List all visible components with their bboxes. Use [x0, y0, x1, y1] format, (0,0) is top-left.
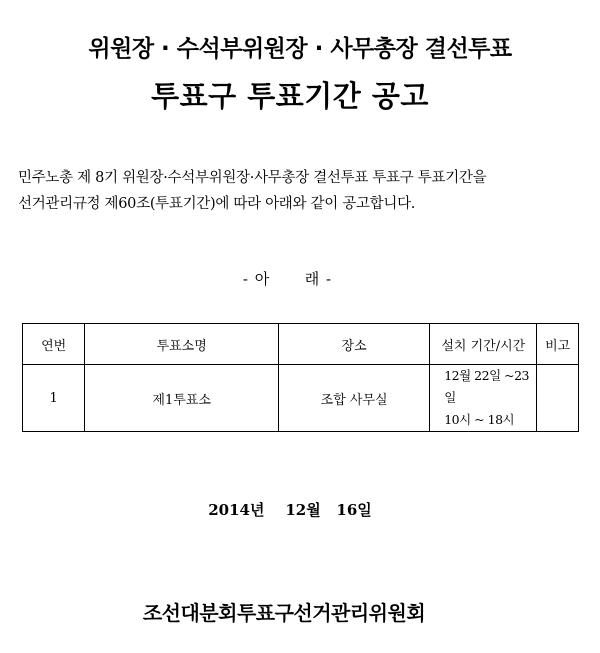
header-serial-number: 연번: [23, 324, 85, 365]
cell-remarks: [537, 365, 579, 432]
committee-signature: 조선대분회투표구선거관리위원회: [142, 601, 426, 625]
header-remarks: 비고: [537, 324, 579, 365]
header-period-time: 설치 기간/시간: [430, 324, 537, 365]
cell-location: 조합 사무실: [279, 365, 430, 432]
table-header-row: [23, 324, 579, 365]
ara-heading: - 아 래 -: [242, 270, 333, 288]
notice-date: 2014년 12월 16일: [208, 501, 372, 519]
notice-title-line1: 위원장 · 수석부위원장 · 사무총장 결선투표: [88, 36, 512, 62]
notice-body-line1: 민주노총 제 8기 위원장·수석부위원장·사무총장 결선투표 투표구 투표기간을: [18, 170, 487, 186]
notice-body-line2: 선거관리규정 제60조(투표기간)에 따라 아래와 같이 공고합니다.: [18, 196, 416, 212]
header-polling-station-name: 투표소명: [85, 324, 279, 365]
period-dates: 12월 22일 ~23일: [444, 368, 530, 405]
header-location: 장소: [279, 324, 430, 365]
notice-title-line2: 투표구 투표기간 공고: [151, 79, 429, 113]
polling-schedule-table: [22, 323, 579, 432]
cell-period-time: [430, 365, 537, 432]
period-hours: 10시 ~ 18시: [444, 412, 515, 427]
table-row: [23, 365, 579, 432]
cell-polling-station-name: 제1투표소: [85, 365, 279, 432]
cell-serial-number: 1: [23, 365, 85, 432]
notice-body: [18, 165, 588, 217]
